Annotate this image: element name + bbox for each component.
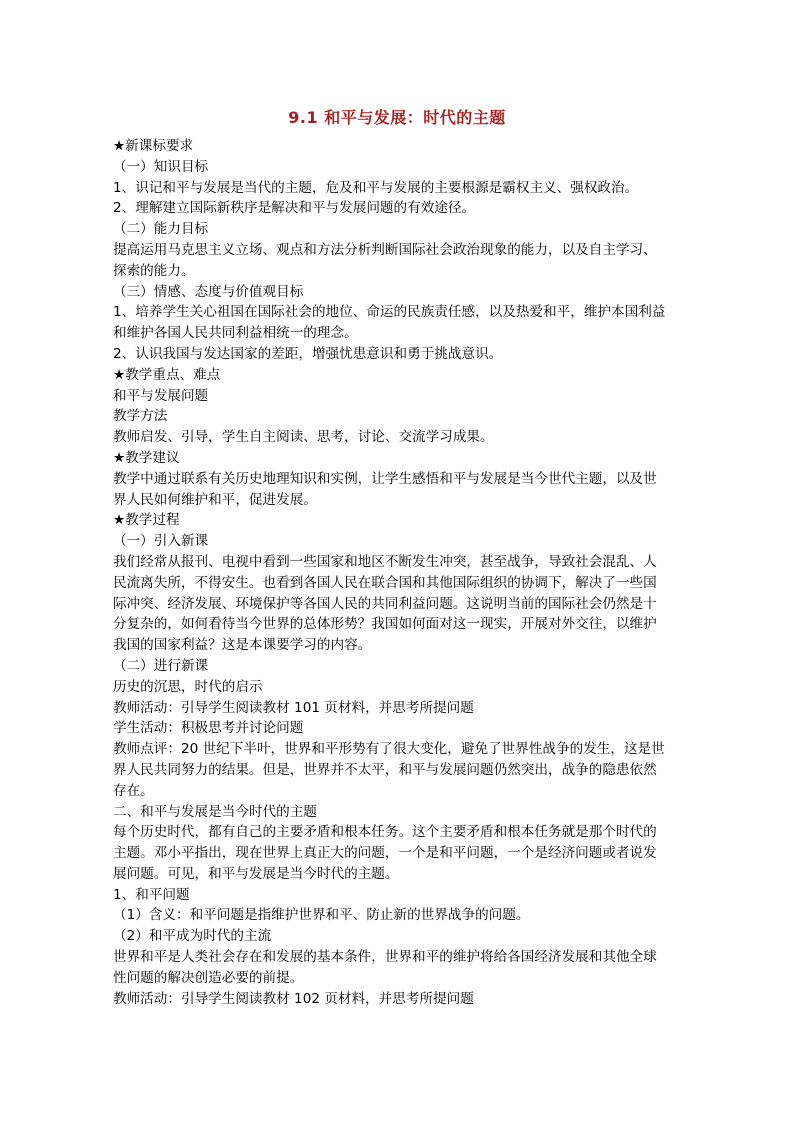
document-body <box>113 136 683 1009</box>
text-line: （1）含义：和平问题是指维护世界和平、防止新的世界战争的问题。 <box>113 907 530 924</box>
text-line: （二）能力目标 <box>113 221 209 238</box>
text-line: 民流离失所，不得安生。也看到各国人民在联合国和其他国际组织的协调下，解决了一些国 <box>113 574 657 591</box>
text-line: 历史的沉思，时代的启示 <box>113 678 263 695</box>
text-line: 每个历史时代，都有自己的主要矛盾和根本任务。这个主要矛盾和根本任务就是那个时代的 <box>113 824 657 841</box>
text-line: 性问题的解决创造必要的前提。 <box>113 969 304 986</box>
text-line: 教学方法 <box>113 408 168 425</box>
text-line: 分复杂的，如何看待当今世界的总体形势？我国如何面对这一现实，开展对外交往，以维护 <box>113 616 657 633</box>
text-line: 二、和平与发展是当今时代的主题 <box>113 803 317 820</box>
text-line: 教师点评：20 世纪下半叶，世界和平形势有了很大变化，避免了世界性战争的发生，这是世 <box>113 741 665 758</box>
text-line: 我们经常从报刊、电视中看到一些国家和地区不断发生冲突，甚至战争，导致社会混乱、人 <box>113 553 657 570</box>
text-line: 我国的国家利益？这是本课要学习的内容。 <box>113 637 372 654</box>
text-line: 主题。邓小平指出，现在世界上真正大的问题，一个是和平问题，一个是经济问题或者说发 <box>113 845 657 862</box>
text-line: 学生活动：积极思考并讨论问题 <box>113 720 304 737</box>
text-line: 存在。 <box>113 782 154 799</box>
text-line: 和维护各国人民共同利益相统一的理念。 <box>113 325 358 342</box>
text-line: 教学中通过联系有关历史地理知识和实例，让学生感悟和平与发展是当今世代主题，以及世 <box>113 470 657 487</box>
text-line: （一）知识目标 <box>113 158 209 175</box>
text-line: 教师活动：引导学生阅读教材 102 页材料，并思考所提问题 <box>113 990 474 1007</box>
text-line: （2）和平成为时代的主流 <box>113 928 272 945</box>
text-line: （三）情感、态度与价值观目标 <box>113 283 304 300</box>
text-line: （二）进行新课 <box>113 657 209 674</box>
text-line: 1、识记和平与发展是当代的主题，危及和平与发展的主要根源是霸权主义、强权政治。 <box>113 179 639 196</box>
text-line: 教师启发、引导，学生自主阅读、思考，讨论、交流学习成果。 <box>113 429 494 446</box>
text-line: 2、理解建立国际新秩序是解决和平与发展问题的有效途径。 <box>113 200 476 217</box>
text-line: 展问题。可见，和平与发展是当今时代的主题。 <box>113 865 399 882</box>
text-line: （一）引入新课 <box>113 533 209 550</box>
text-line: 教师活动：引导学生阅读教材 101 页材料，并思考所提问题 <box>113 699 474 716</box>
text-line: ★教学建议 <box>113 449 180 466</box>
text-line: 1、和平问题 <box>113 886 190 903</box>
text-line: 界人民共同努力的结果。但是，世界并不太平，和平与发展问题仍然突出，战争的隐患依然 <box>113 761 657 778</box>
text-line: 1、培养学生关心祖国在国际社会的地位、命运的民族责任感，以及热爱和平，维护本国利益 <box>113 304 666 321</box>
text-line: 2、认识我国与发达国家的差距，增强忧患意识和勇于挑战意识。 <box>113 345 503 362</box>
text-line: ★教学过程 <box>113 512 180 529</box>
text-line: ★教学重点、难点 <box>113 366 221 383</box>
text-line: 提高运用马克思主义立场、观点和方法分析判断国际社会政治现象的能力，以及自主学习、 <box>113 241 657 258</box>
text-line: 和平与发展问题 <box>113 387 209 404</box>
text-line: 探索的能力。 <box>113 262 195 279</box>
text-line: 世界和平是人类社会存在和发展的基本条件，世界和平的维护将给各国经济发展和其他全球 <box>113 949 657 966</box>
text-line: 界人民如何维护和平，促进发展。 <box>113 491 317 508</box>
text-line: ★新课标要求 <box>113 138 194 154</box>
text-line: 际冲突、经济发展、环境保护等各国人民的共同利益问题。这说明当前的国际社会仍然是十 <box>113 595 657 612</box>
document-title: 9.1 和平与发展：时代的主题 <box>288 108 506 127</box>
